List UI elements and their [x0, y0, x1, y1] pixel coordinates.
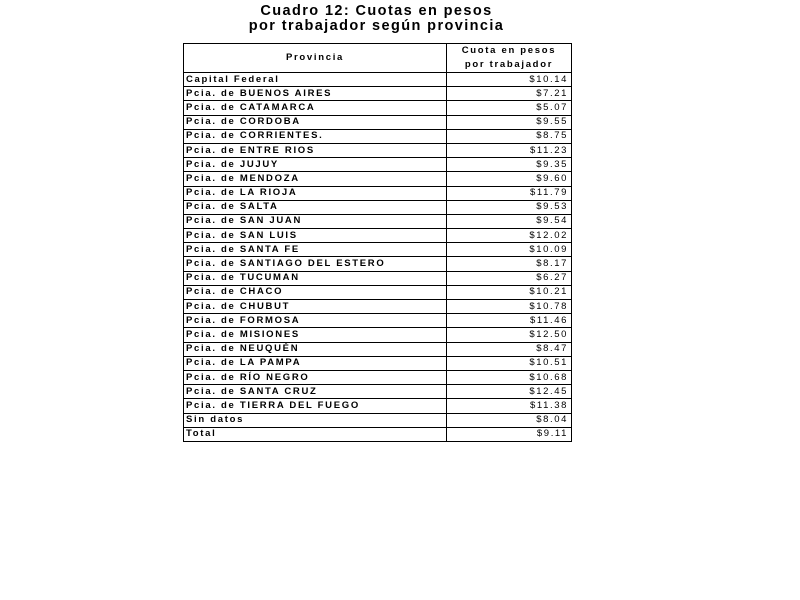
cell-provincia: Pcia. de CHACO — [184, 285, 447, 299]
cell-provincia: Pcia. de CORRIENTES. — [184, 129, 447, 143]
cell-provincia: Pcia. de BUENOS AIRES — [184, 87, 447, 101]
cell-cuota: $11.46 — [447, 314, 572, 328]
table-row — [184, 143, 572, 157]
cell-cuota: $7.21 — [447, 87, 572, 101]
cell-cuota: $10.21 — [447, 285, 572, 299]
table-row — [184, 385, 572, 399]
cell-provincia: Capital Federal — [184, 73, 447, 87]
cell-provincia: Pcia. de FORMOSA — [184, 314, 447, 328]
cell-cuota: $12.45 — [447, 385, 572, 399]
cell-cuota: $9.35 — [447, 158, 572, 172]
cell-provincia: Pcia. de SALTA — [184, 200, 447, 214]
cell-provincia: Sin datos — [184, 413, 447, 427]
table-row — [184, 356, 572, 370]
cell-provincia: Pcia. de SAN JUAN — [184, 214, 447, 228]
cell-provincia: Pcia. de LA PAMPA — [184, 356, 447, 370]
cell-cuota: $9.53 — [447, 200, 572, 214]
cell-cuota: $10.68 — [447, 370, 572, 384]
table-row — [184, 370, 572, 384]
table-row — [184, 285, 572, 299]
table-row — [184, 427, 572, 441]
table-row — [184, 200, 572, 214]
title-line-1: Cuadro 12: Cuotas en pesos — [260, 3, 493, 19]
cell-provincia: Pcia. de MISIONES — [184, 328, 447, 342]
table-row — [184, 328, 572, 342]
cell-provincia: Pcia. de CORDOBA — [184, 115, 447, 129]
cell-cuota: $11.23 — [447, 143, 572, 157]
cell-provincia: Pcia. de CATAMARCA — [184, 101, 447, 115]
table-row — [184, 186, 572, 200]
cell-cuota: $10.78 — [447, 300, 572, 314]
table-header-row — [184, 44, 572, 73]
cell-provincia: Pcia. de TIERRA DEL FUEGO — [184, 399, 447, 413]
cell-provincia: Pcia. de SANTA FE — [184, 243, 447, 257]
cell-cuota: $8.04 — [447, 413, 572, 427]
table-row — [184, 214, 572, 228]
table-row — [184, 300, 572, 314]
header-cuota-line-2: por trabajador — [464, 59, 554, 70]
table-row — [184, 229, 572, 243]
cell-cuota: $10.09 — [447, 243, 572, 257]
cell-provincia: Pcia. de LA RIOJA — [184, 186, 447, 200]
cell-provincia: Pcia. de TUCUMAN — [184, 271, 447, 285]
cell-cuota: $11.38 — [447, 399, 572, 413]
table-row — [184, 158, 572, 172]
cell-cuota: $8.47 — [447, 342, 572, 356]
header-cuota — [447, 44, 572, 73]
cell-provincia: Pcia. de CHUBUT — [184, 300, 447, 314]
table-row — [184, 243, 572, 257]
table-row — [184, 257, 572, 271]
table-body — [184, 73, 572, 442]
cell-cuota: $9.60 — [447, 172, 572, 186]
cell-cuota: $6.27 — [447, 271, 572, 285]
cell-cuota: $5.07 — [447, 101, 572, 115]
table-row — [184, 314, 572, 328]
cell-provincia: Pcia. de SANTA CRUZ — [184, 385, 447, 399]
cell-cuota: $10.14 — [447, 73, 572, 87]
table-row — [184, 73, 572, 87]
table-row — [184, 115, 572, 129]
header-cuota-line-1: Cuota en pesos — [461, 45, 557, 56]
cuotas-table — [183, 43, 572, 442]
cell-provincia: Pcia. de RÍO NEGRO — [184, 370, 447, 384]
cell-cuota: $8.17 — [447, 257, 572, 271]
cell-provincia: Pcia. de JUJUY — [184, 158, 447, 172]
cell-cuota: $11.79 — [447, 186, 572, 200]
table-row — [184, 413, 572, 427]
table-row — [184, 399, 572, 413]
cell-cuota: $9.55 — [447, 115, 572, 129]
table-row — [184, 101, 572, 115]
cell-provincia: Pcia. de SAN LUIS — [184, 229, 447, 243]
cell-cuota: $9.11 — [447, 427, 572, 441]
cell-cuota: $10.51 — [447, 356, 572, 370]
cell-provincia: Total — [184, 427, 447, 441]
cell-provincia: Pcia. de NEUQUÉN — [184, 342, 447, 356]
cell-cuota: $12.50 — [447, 328, 572, 342]
cell-cuota: $12.02 — [447, 229, 572, 243]
header-provincia: Provincia — [184, 44, 447, 73]
cell-provincia: Pcia. de MENDOZA — [184, 172, 447, 186]
table-row — [184, 271, 572, 285]
table-row — [184, 172, 572, 186]
cell-cuota: $9.54 — [447, 214, 572, 228]
cell-provincia: Pcia. de ENTRE RIOS — [184, 143, 447, 157]
cell-cuota: $8.75 — [447, 129, 572, 143]
table-row — [184, 87, 572, 101]
table-row — [184, 342, 572, 356]
cell-provincia: Pcia. de SANTIAGO DEL ESTERO — [184, 257, 447, 271]
table-row — [184, 129, 572, 143]
title-line-2: por trabajador según provincia — [248, 18, 505, 34]
